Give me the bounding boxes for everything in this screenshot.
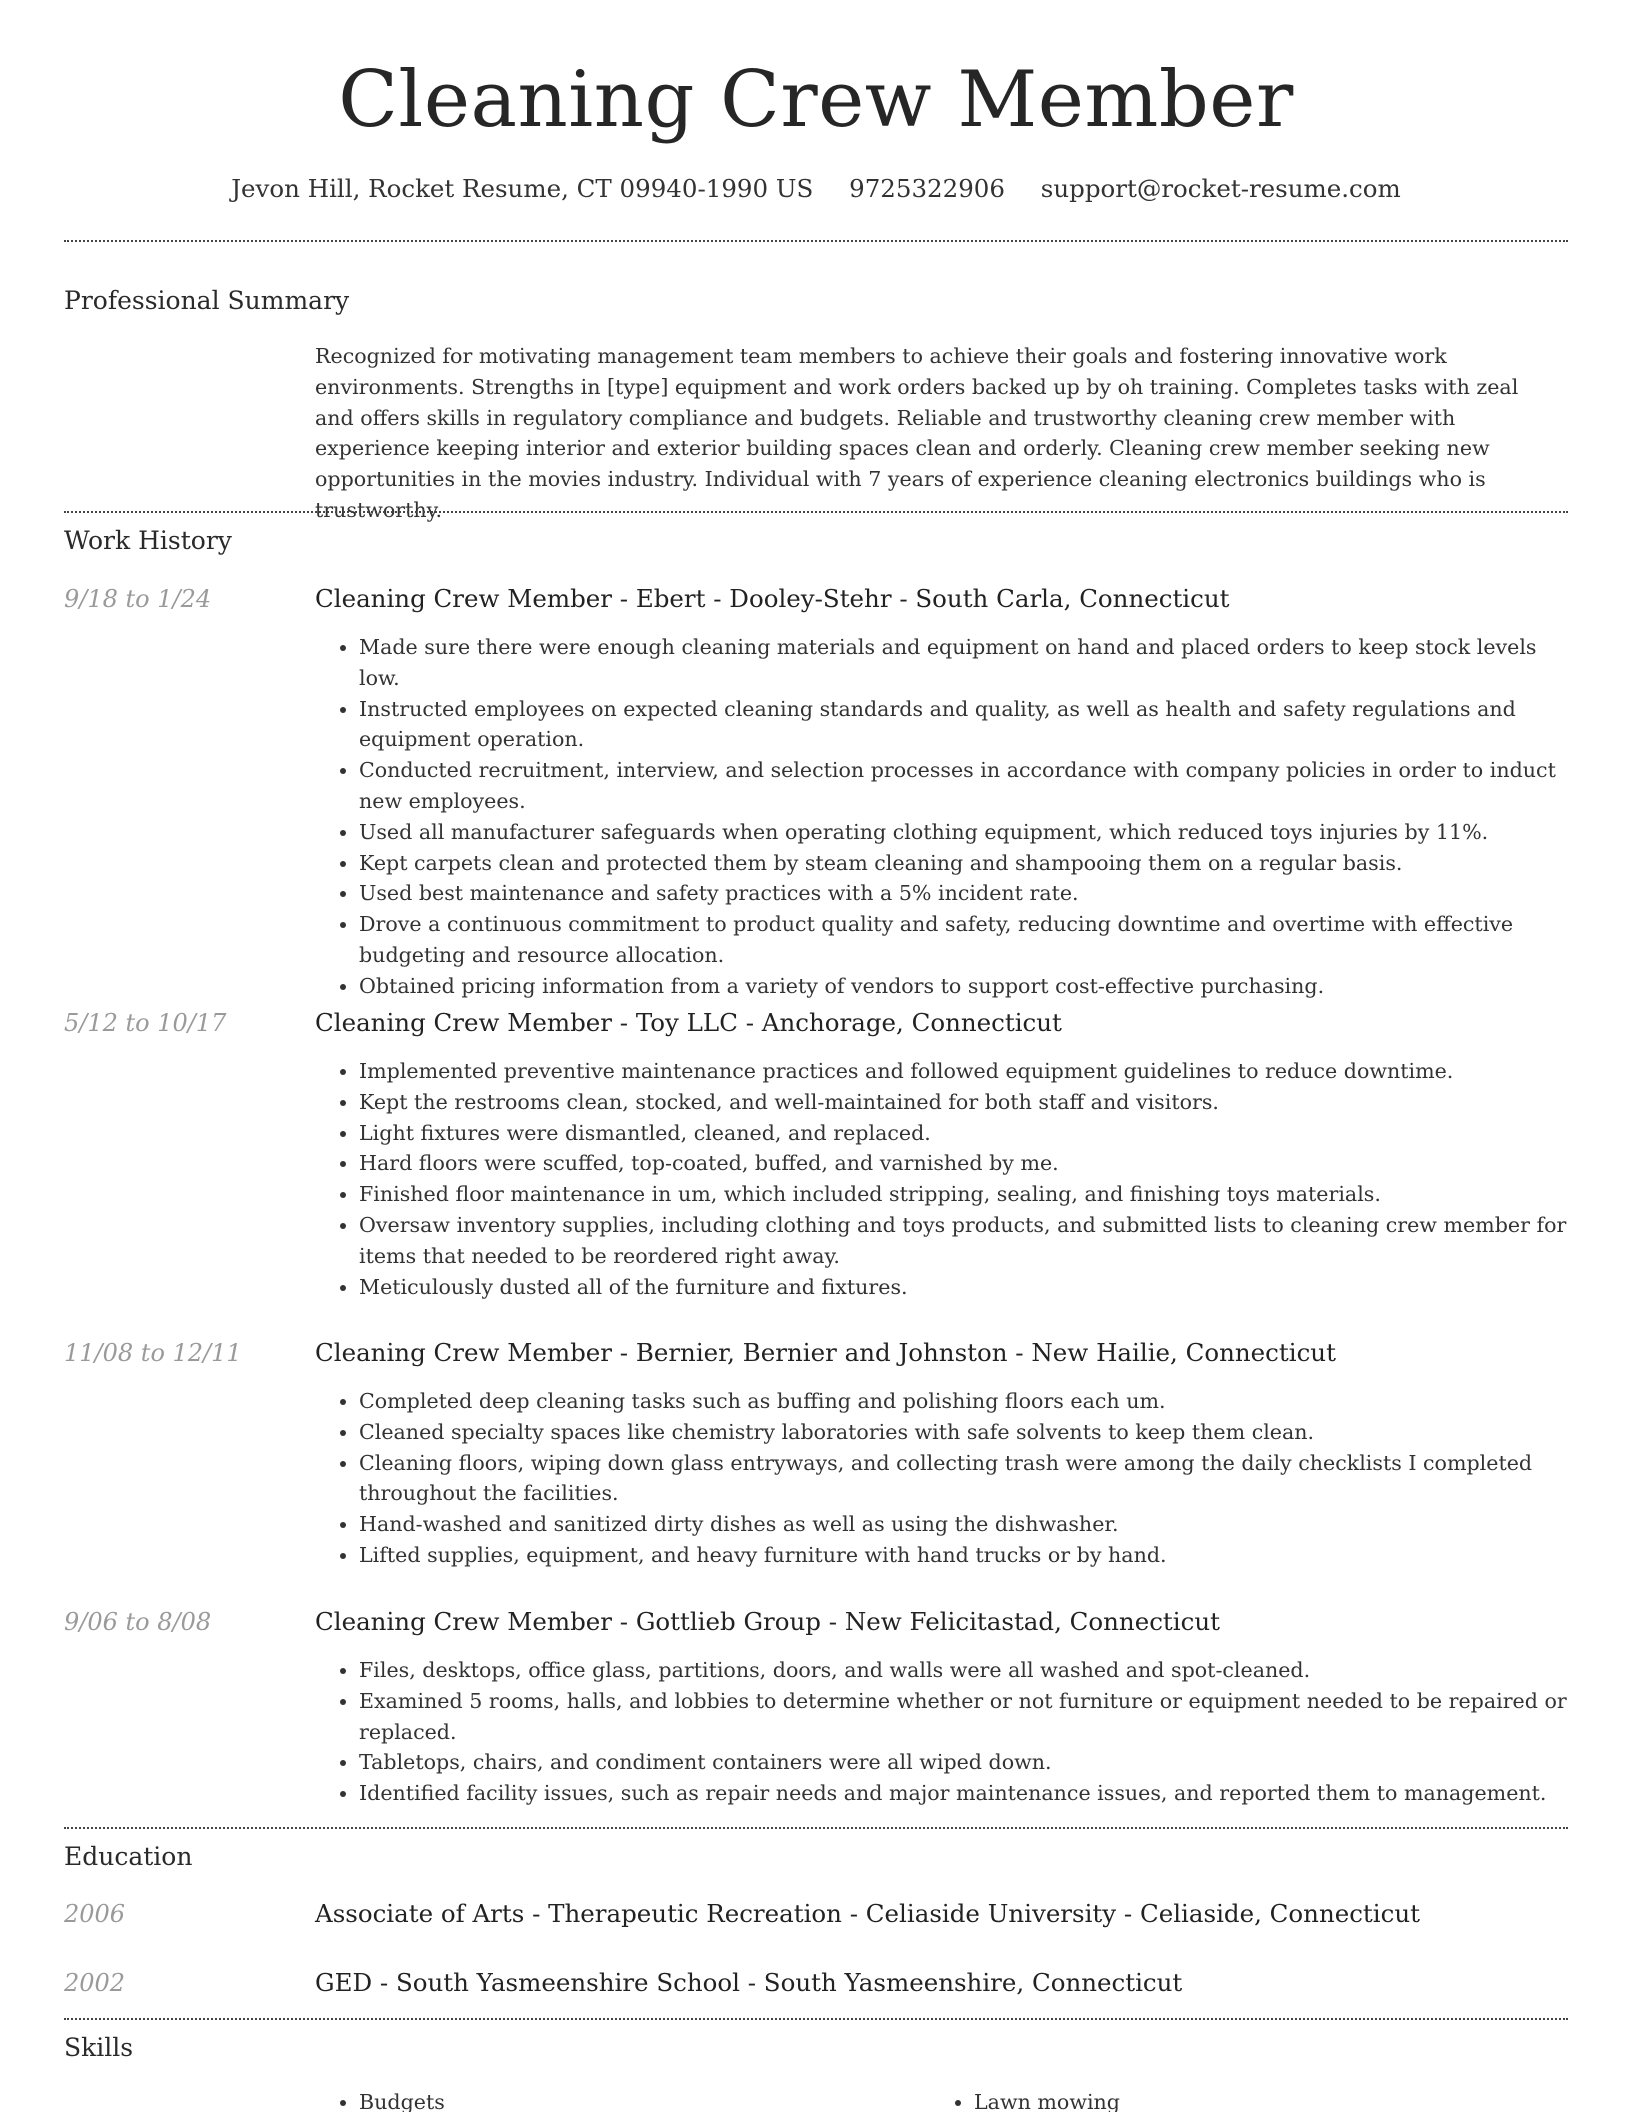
skills-column: [315, 2084, 930, 2112]
list-item: • Lifted supplies, equipment, and heavy furniture with hand trucks or by hand.: [359, 1540, 1568, 1571]
contact-email: support@rocket-resume.com: [1040, 174, 1401, 203]
summary-text: Recognized for motivating management team members to achieve their goals and fostering innovative work environments. Strengths in [type] equipment and work orders backed up by oh training. Completes tasks with zeal and offers skills in regulatory compliance and budgets. Reliable and trustworthy cleaning crew member with experience keeping interior and exterior building spaces clean and orderly. Cleaning crew member seeking new opportunities in the movies industry. Individual with 7 years of experience cleaning electronics buildings who is trustworthy.: [315, 344, 1519, 522]
job-title: Cleaning Crew Member - Ebert - Dooley-Stehr - South Carla, Connecticut: [315, 584, 1230, 613]
skill-item: • Lawn mowing: [974, 2084, 1545, 2112]
list-item: • Drove a continuous commitment to product quality and safety, reducing downtime and overtime with effective budgeting and resource allocation.: [359, 909, 1568, 971]
education-title: Associate of Arts - Therapeutic Recreation - Celiaside University - Celiaside, Connecticut: [315, 1899, 1420, 1928]
list-item: • Finished floor maintenance in um, which included stripping, sealing, and finishing toys materials.: [359, 1179, 1568, 1210]
education-year: 2002: [64, 1969, 126, 1997]
education-title: GED - South Yasmeenshire School - South Yasmeenshire, Connecticut: [315, 1968, 1183, 1997]
job-dates: 9/06 to 8/08: [64, 1608, 212, 1636]
job-title: Cleaning Crew Member - Toy LLC - Anchorage, Connecticut: [315, 1008, 1062, 1037]
section-heading-education: Education: [64, 1842, 193, 1871]
list-item: • Tabletops, chairs, and condiment containers were all wiped down.: [359, 1747, 1568, 1778]
job-dates: 5/12 to 10/17: [64, 1009, 227, 1037]
list-item: • Kept carpets clean and protected them by steam cleaning and shampooing them on a regular basis.: [359, 848, 1568, 879]
skill-item: • Budgets: [359, 2084, 930, 2112]
list-item: • Files, desktops, office glass, partitions, doors, and walls were all washed and spot-cleaned.: [359, 1655, 1568, 1686]
list-item: • Light fixtures were dismantled, cleaned, and replaced.: [359, 1118, 1568, 1149]
divider: [64, 1827, 1568, 1829]
list-item: • Kept the restrooms clean, stocked, and well-maintained for both staff and visitors.: [359, 1087, 1568, 1118]
section-heading-skills: Skills: [64, 2033, 134, 2062]
page-title: Cleaning Crew Member: [338, 55, 1294, 145]
list-item: • Hand-washed and sanitized dirty dishes as well as using the dishwasher.: [359, 1509, 1568, 1540]
divider: [64, 240, 1568, 242]
divider: [64, 2018, 1568, 2020]
list-item: • Instructed employees on expected cleaning standards and quality, as well as health and safety regulations and equipment operation.: [359, 694, 1568, 756]
job-bullets: [315, 632, 1568, 1002]
list-item: • Used all manufacturer safeguards when operating clothing equipment, which reduced toys injuries by 11%.: [359, 817, 1568, 848]
contact-line: [64, 170, 1568, 208]
list-item: • Oversaw inventory supplies, including clothing and toys products, and submitted lists to cleaning crew member for items that needed to be reordered right away.: [359, 1210, 1568, 1272]
job-dates: 9/18 to 1/24: [64, 585, 212, 613]
section-heading-work: Work History: [64, 526, 232, 555]
list-item: • Cleaning floors, wiping down glass entryways, and collecting trash were among the daily checklists I completed throughout the facilities.: [359, 1448, 1568, 1510]
skills-list: [315, 2074, 1568, 2112]
list-item: • Hard floors were scuffed, top-coated, buffed, and varnished by me.: [359, 1148, 1568, 1179]
section-heading-summary: Professional Summary: [64, 286, 350, 315]
job-bullets: [315, 1655, 1568, 1809]
contact-phone: 9725322906: [849, 174, 1005, 203]
list-item: • Examined 5 rooms, halls, and lobbies to determine whether or not furniture or equipment needed to be repaired or replaced.: [359, 1686, 1568, 1748]
contact-address: Jevon Hill, Rocket Resume, CT 09940-1990 US: [231, 174, 814, 203]
job-dates: 11/08 to 12/11: [64, 1339, 242, 1367]
list-item: • Completed deep cleaning tasks such as buffing and polishing floors each um.: [359, 1386, 1568, 1417]
skills-column: [930, 2084, 1545, 2112]
job-title: Cleaning Crew Member - Gottlieb Group - New Felicitastad, Connecticut: [315, 1607, 1220, 1636]
job-bullets: [315, 1386, 1568, 1571]
divider: [64, 511, 1568, 513]
job-title: Cleaning Crew Member - Bernier, Bernier and Johnston - New Hailie, Connecticut: [315, 1338, 1336, 1367]
list-item: • Used best maintenance and safety practices with a 5% incident rate.: [359, 878, 1568, 909]
list-item: • Made sure there were enough cleaning materials and equipment on hand and placed orders to keep stock levels low.: [359, 632, 1568, 694]
list-item: • Identified facility issues, such as repair needs and major maintenance issues, and reported them to management.: [359, 1778, 1568, 1809]
list-item: • Obtained pricing information from a variety of vendors to support cost-effective purchasing.: [359, 971, 1568, 1002]
list-item: • Cleaned specialty spaces like chemistry laboratories with safe solvents to keep them clean.: [359, 1417, 1568, 1448]
list-item: • Implemented preventive maintenance practices and followed equipment guidelines to reduce downtime.: [359, 1056, 1568, 1087]
job-bullets: [315, 1056, 1568, 1302]
list-item: • Conducted recruitment, interview, and selection processes in accordance with company policies in order to induct new employees.: [359, 755, 1568, 817]
education-year: 2006: [64, 1900, 126, 1928]
list-item: • Meticulously dusted all of the furniture and fixtures.: [359, 1272, 1568, 1303]
